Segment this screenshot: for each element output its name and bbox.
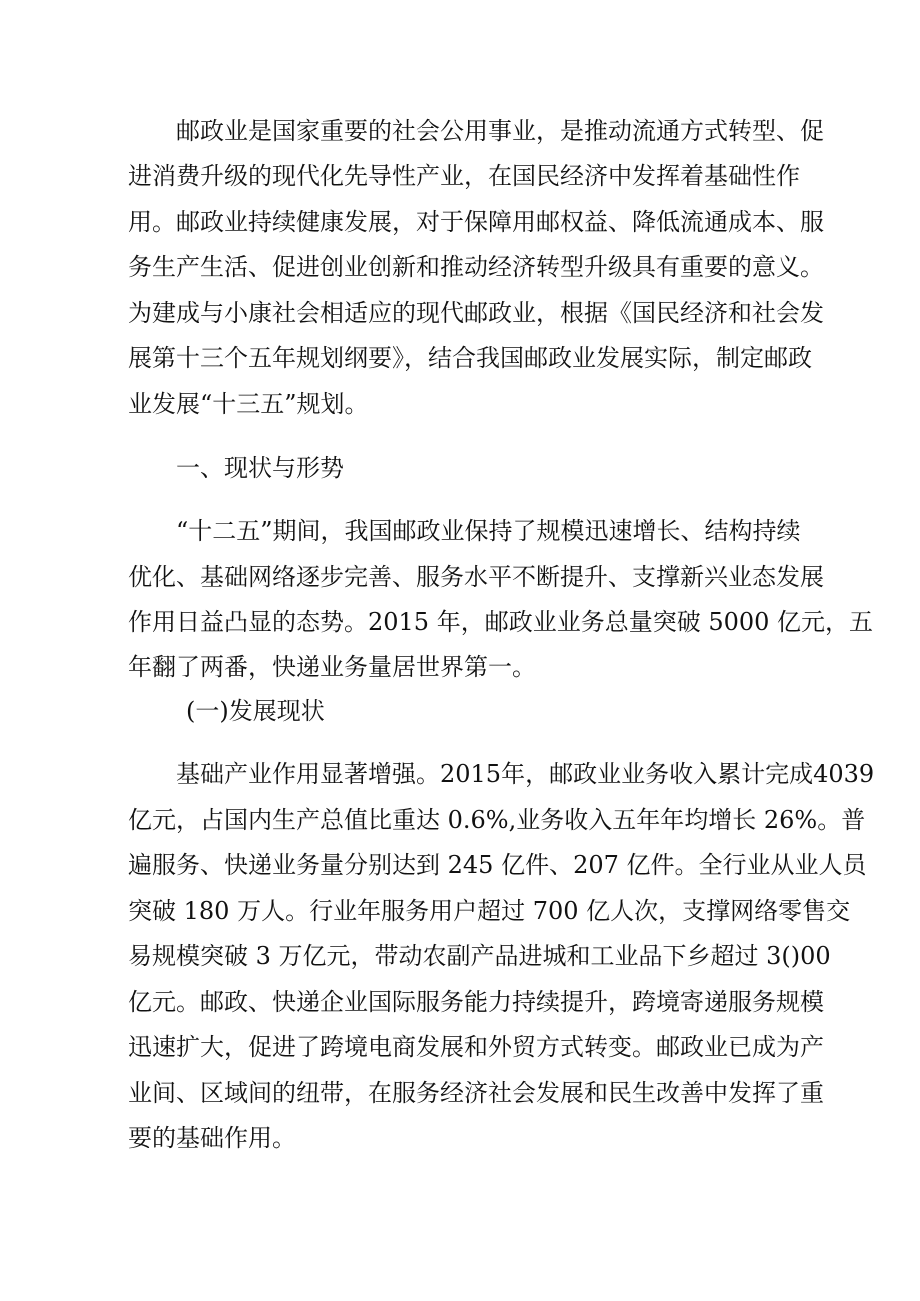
para2-line-4: 年翻了两番，快递业务量居世界第一。 bbox=[128, 653, 536, 681]
para2-line-3: 作用日益凸显的态势。2015 年，邮政业业务总量突破 5000 亿元，五 bbox=[128, 608, 874, 636]
para1-line-3: 用。邮政业持续健康发展，对于保障用邮权益、降低流通成本、服 bbox=[128, 208, 824, 236]
para1-line-5: 为建成与小康社会相适应的现代邮政业，根据《国民经济和社会发 bbox=[128, 299, 824, 327]
para3-line-7: 迅速扩大，促进了跨境电商发展和外贸方式转变。邮政业已成为产 bbox=[128, 1033, 824, 1061]
para3-line-5: 易规模突破 3 万亿元，带动农副产品进城和工业品下乡超过 3()00 bbox=[128, 942, 831, 970]
para3-line-4: 突破 180 万人。行业年服务用户超过 700 亿人次，支撑网络零售交 bbox=[128, 897, 851, 925]
para2-line-1: “十二五”期间，我国邮政业保持了规模迅速增长、结构持续 bbox=[176, 517, 801, 545]
para1-line-2: 进消费升级的现代化先导性产业，在国民经济中发挥着基础性作 bbox=[128, 162, 800, 190]
para3-line-9: 要的基础作用。 bbox=[128, 1124, 296, 1152]
para3-line-2: 亿元，占国内生产总值比重达 0.6%,业务收入五年年均增长 26%。普 bbox=[128, 806, 866, 834]
subsection-heading: (一)发展现状 bbox=[186, 697, 325, 725]
para3-line-3: 遍服务、快递业务量分别达到 245 亿件、207 亿件。全行业从业人员 bbox=[128, 851, 867, 879]
para1-line-6: 展第十三个五年规划纲要》，结合我国邮政业发展实际，制定邮政 bbox=[128, 344, 812, 372]
para1-line-7: 业发展“十三五”规划。 bbox=[128, 390, 369, 418]
section-heading: 一、现状与形势 bbox=[176, 454, 344, 482]
para2-line-2: 优化、基础网络逐步完善、服务水平不断提升、支撑新兴业态发展 bbox=[128, 563, 824, 591]
para1-line-1: 邮政业是国家重要的社会公用事业，是推动流通方式转型、促 bbox=[176, 117, 824, 145]
para3-line-6: 亿元。邮政、快递企业国际服务能力持续提升，跨境寄递服务规模 bbox=[128, 988, 824, 1016]
para3-line-1: 基础产业作用显著增强。2015年，邮政业业务收入累计完成4039 bbox=[176, 760, 875, 788]
para1-line-4: 务生产生活、促进创业创新和推动经济转型升级具有重要的意义。 bbox=[128, 253, 824, 281]
para3-line-8: 业间、区域间的纽带，在服务经济社会发展和民生改善中发挥了重 bbox=[128, 1079, 824, 1107]
